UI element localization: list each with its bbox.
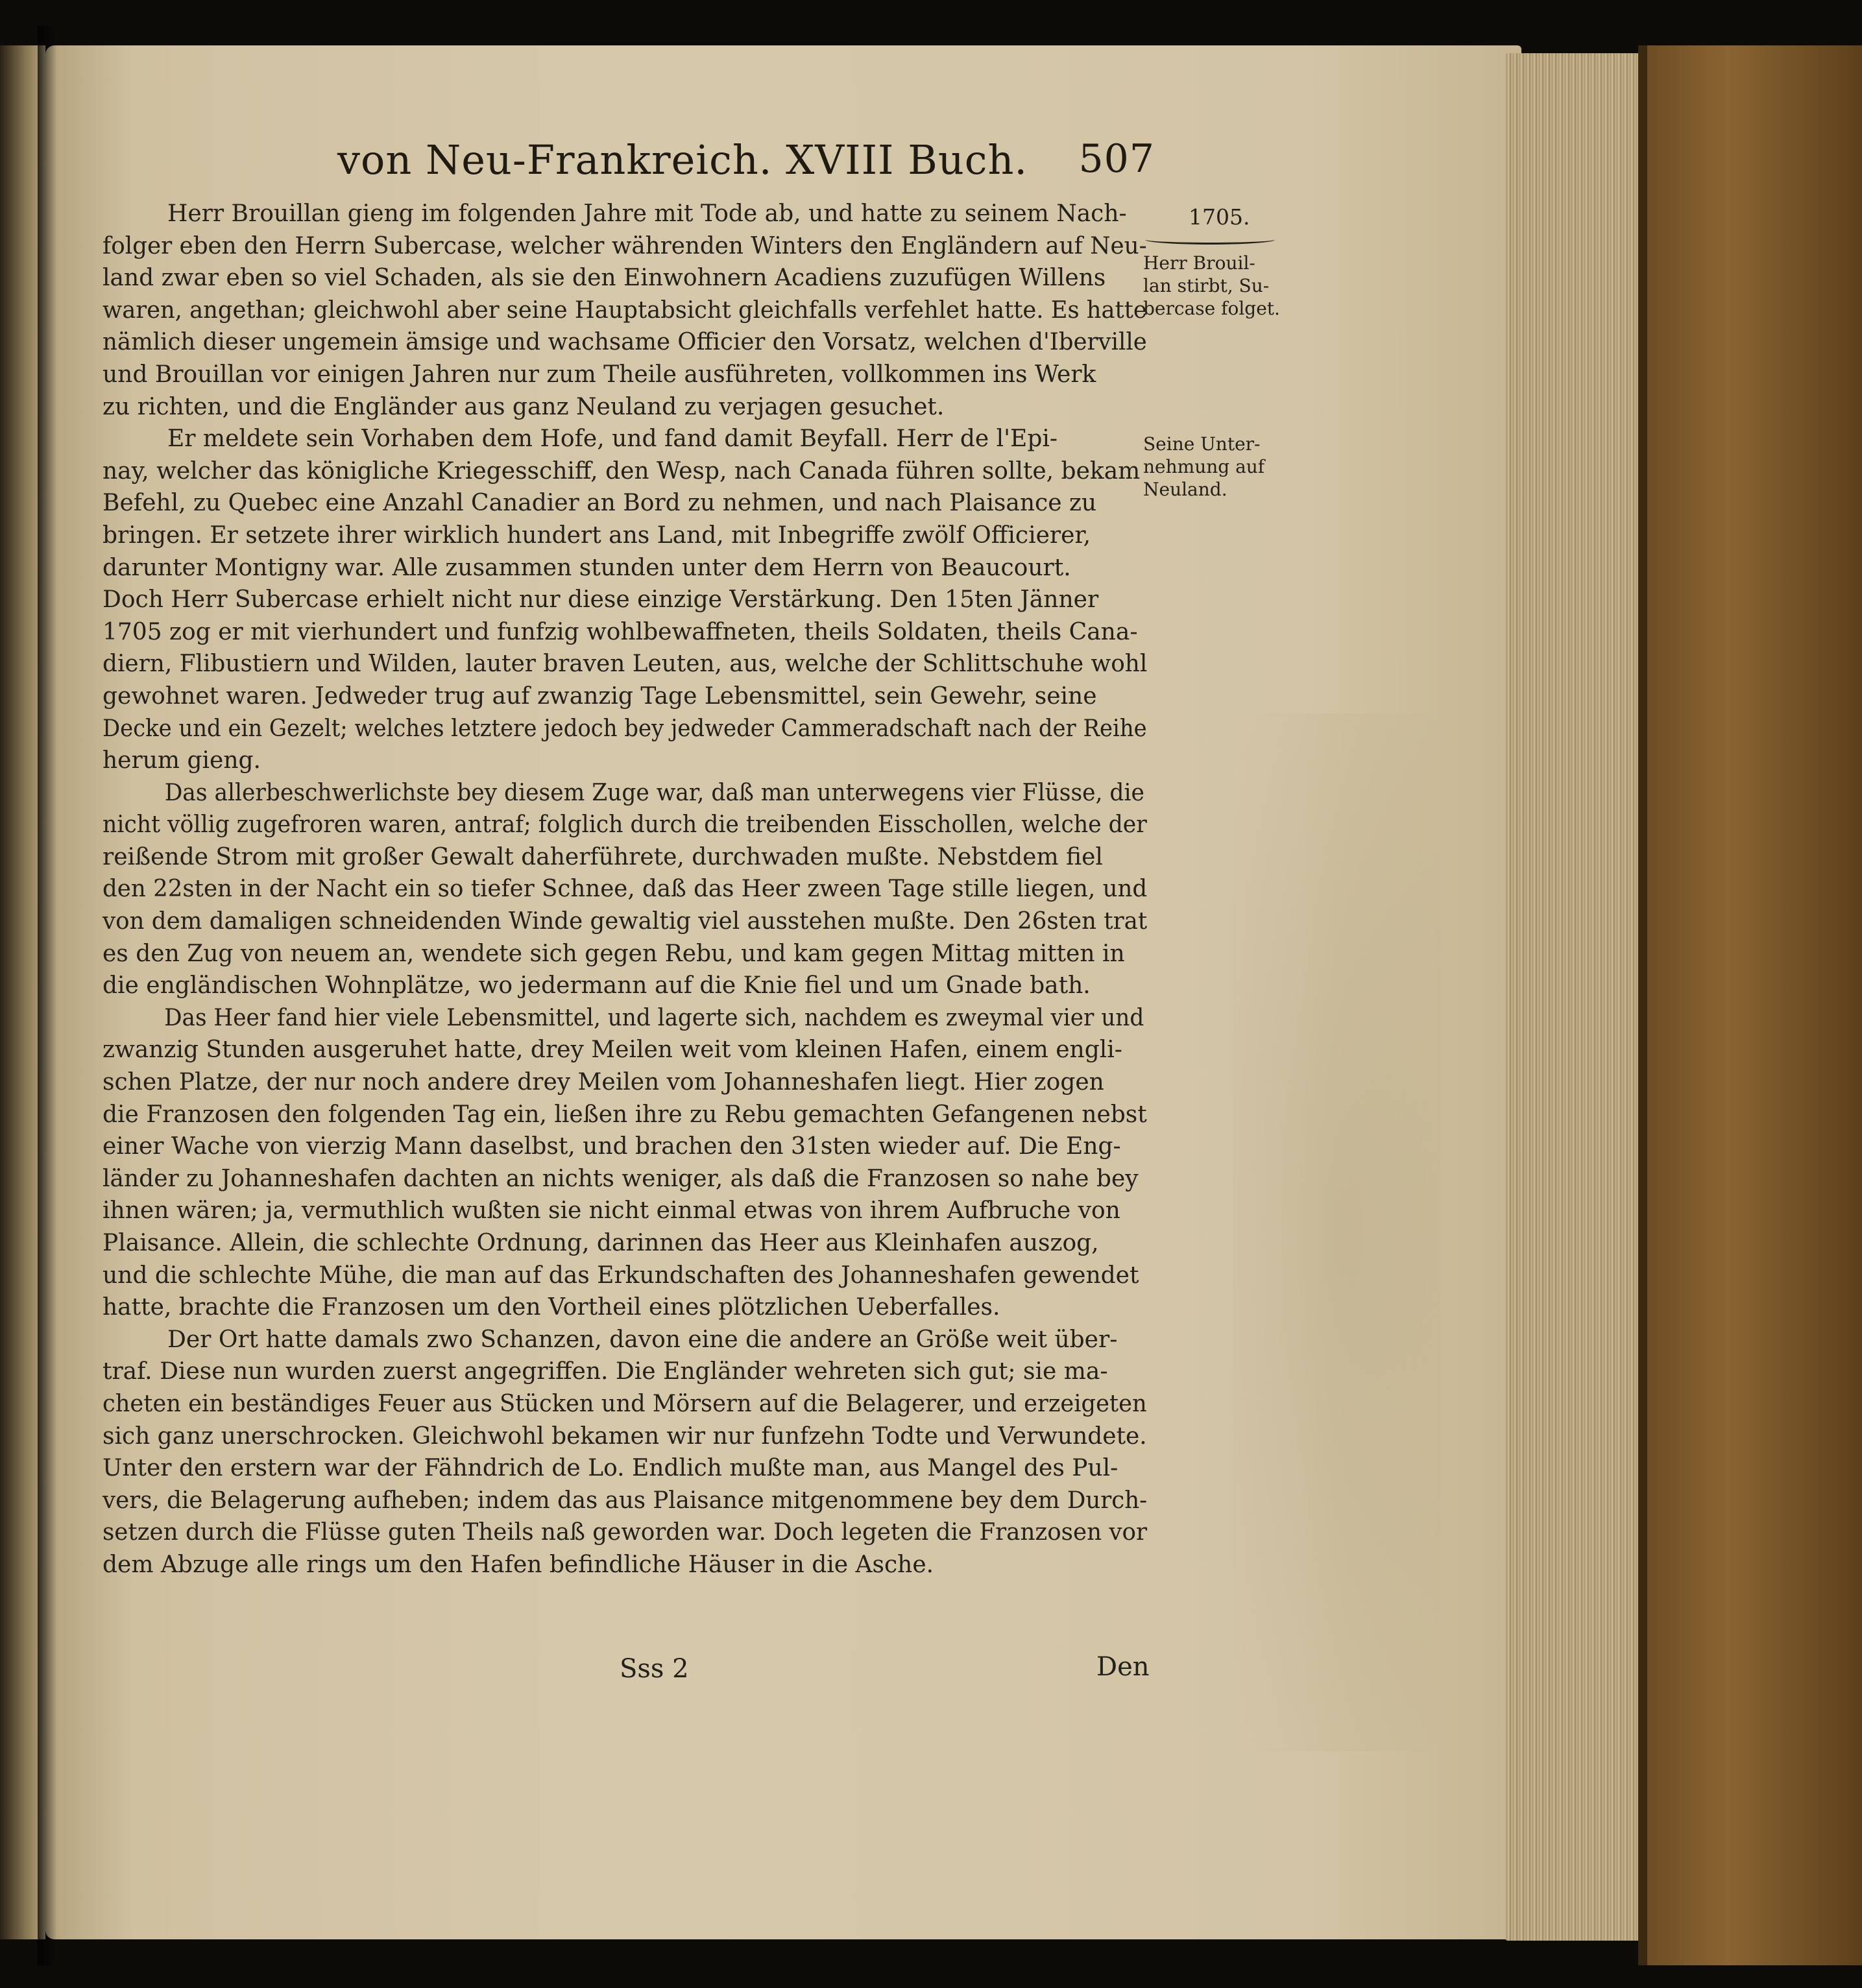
text-line: zu richten, und die Engländer aus ganz Neuland zu verjagen gesuchet.	[103, 393, 945, 420]
text-line: den 22sten in der Nacht ein so tiefer Schnee, daß das Heer zween Tage stille liegen, und	[103, 876, 1148, 903]
text-line: bringen. Er setzete ihrer wirklich hundert ans Land, mit Inbegriffe zwölf Officierer,	[103, 521, 1091, 549]
margin-year: 1705.	[1189, 204, 1250, 230]
margin-note-line: Herr Brouil-	[1143, 252, 1255, 274]
body-text	[103, 198, 1147, 1581]
book-gutter	[38, 26, 57, 1965]
text-line: folger eben den Herrn Subercase, welcher währenden Winters den Engländern auf Neu-	[103, 232, 1147, 259]
text-line: waren, angethan; gleichwohl aber seine Hauptabsicht gleichfalls verfehlet hatte. Es hatte	[103, 296, 1147, 324]
margin-note-line: Neuland.	[1143, 479, 1227, 500]
text-line: nämlich dieser ungemein ämsige und wachsame Officier den Vorsatz, welchen d'Iberville	[103, 329, 1147, 356]
text-line: Das allerbeschwerlichste bey diesem Zuge war, daß man unterwegens vier Flüsse, die	[164, 779, 1144, 806]
text-line: Unter den erstern war der Fähndrich de Lo. Endlich mußte man, aus Mangel des Pul-	[103, 1455, 1118, 1482]
text-line: Das Heer fand hier viele Lebensmittel, und lagerte sich, nachdem es zweymal vier und	[164, 1004, 1144, 1031]
margin-note-neuland	[1143, 433, 1292, 501]
text-line: Decke und ein Gezelt; welches letztere jedoch bey jedweder Cammeradschaft nach der Reihe	[103, 715, 1147, 742]
text-line: von dem damaligen schneidenden Winde gewaltig viel ausstehen mußte. Den 26sten trat	[103, 908, 1148, 935]
text-line: die engländischen Wohnplätze, wo jedermann auf die Knie fiel und um Gnade bath.	[103, 972, 1091, 1000]
text-line: ihnen wären; ja, vermuthlich wußten sie nicht einmal etwas von ihrem Aufbruche von	[103, 1197, 1120, 1225]
catchword: Den	[1096, 1652, 1150, 1682]
text-line: dem Abzuge alle rings um den Hafen befindliche Häuser in die Asche.	[103, 1551, 934, 1578]
text-line: vers, die Belagerung aufheben; indem das aus Plaisance mitgenommene bey dem Durch-	[103, 1487, 1148, 1514]
text-line: Der Ort hatte damals zwo Schanzen, davon eine die andere an Größe weit über-	[167, 1326, 1118, 1353]
running-head	[337, 136, 1155, 188]
running-head-title: von Neu-Frankreich. XVIII Buch.	[337, 136, 1028, 184]
margin-note-brouillan	[1143, 252, 1292, 320]
page-stack-edge	[1505, 53, 1641, 1941]
text-line: cheten ein beständiges Feuer aus Stücken und Mörsern auf die Belagerer, und erzeigeten	[103, 1390, 1147, 1417]
text-line: einer Wache von vierzig Mann daselbst, und brachen den 31sten wieder auf. Die Eng-	[103, 1133, 1121, 1160]
margin-note-line: bercase folget.	[1143, 298, 1280, 319]
text-line: diern, Flibustiern und Wilden, lauter braven Leuten, aus, welche der Schlittschuhe wohl	[103, 651, 1148, 678]
text-line: hatte, brachte die Franzosen um den Vortheil eines plötzlichen Ueberfalles.	[103, 1294, 1000, 1321]
text-line: Befehl, zu Quebec eine Anzahl Canadier an Bord zu nehmen, und nach Plaisance zu	[103, 490, 1097, 517]
text-line: länder zu Johanneshafen dachten an nichts weniger, als daß die Franzosen so nahe bey	[103, 1165, 1139, 1192]
signature-mark: Sss 2	[620, 1654, 689, 1684]
text-line: herum gieng.	[103, 747, 261, 774]
text-line: setzen durch die Flüsse guten Theils naß geworden war. Doch legeten die Franzosen vor	[103, 1519, 1148, 1546]
text-line: Doch Herr Subercase erhielt nicht nur diese einzige Verstärkung. Den 15ten Jänner	[103, 586, 1099, 614]
text-line: und Brouillan vor einigen Jahren nur zum Theile ausführeten, vollkommen ins Werk	[103, 361, 1096, 388]
text-line: 1705 zog er mit vierhundert und funfzig wohlbewaffneten, theils Soldaten, theils Cana-	[103, 618, 1138, 645]
text-line: die Franzosen den folgenden Tag ein, ließen ihre zu Rebu gemachten Gefangenen nebst	[103, 1101, 1147, 1128]
margin-note-line: nehmung auf	[1143, 456, 1265, 477]
text-line: Er meldete sein Vorhaben dem Hofe, und fand damit Beyfall. Herr de l'Epi-	[167, 425, 1058, 453]
cover-edge	[1638, 45, 1647, 1965]
text-line: traf. Diese nun wurden zuerst angegriffen. Die Engländer wehreten sich gut; sie ma-	[103, 1358, 1108, 1385]
text-line: reißende Strom mit großer Gewalt daherführete, durchwaden mußte. Nebstdem fiel	[103, 843, 1103, 870]
text-line: schen Platze, der nur noch andere drey Meilen vom Johanneshafen liegt. Hier zogen	[103, 1069, 1104, 1096]
text-line: und die schlechte Mühe, die man auf das Erkundschaften des Johanneshafen gewendet	[103, 1262, 1139, 1289]
text-line: zwanzig Stunden ausgeruhet hatte, drey Meilen weit vom kleinen Hafen, einem engli-	[103, 1036, 1122, 1064]
margin-note-line: Seine Unter-	[1143, 433, 1261, 455]
page-number: 507	[1078, 136, 1155, 182]
text-line: nay, welcher das königliche Kriegesschiff, den Wesp, nach Canada führen sollte, bekam	[103, 457, 1141, 485]
text-line: gewohnet waren. Jedweder trug auf zwanzig Tage Lebensmittel, sein Gewehr, seine	[103, 682, 1097, 710]
year-underline	[1145, 235, 1275, 245]
text-line: land zwar eben so viel Schaden, als sie den Einwohnern Acadiens zuzufügen Willens	[103, 265, 1106, 292]
book-cover	[1638, 45, 1862, 1965]
text-line: Herr Brouillan gieng im folgenden Jahre mit Tode ab, und hatte zu seinem Nach-	[167, 200, 1127, 227]
text-line: Plaisance. Allein, die schlechte Ordnung, darinnen das Heer aus Kleinhafen auszog,	[103, 1230, 1099, 1256]
text-line: nicht völlig zugefroren waren, antraf; folglich durch die treibenden Eisschollen, welche der	[103, 811, 1147, 839]
text-line: darunter Montigny war. Alle zusammen stunden unter dem Herrn von Beaucourt.	[103, 554, 1071, 581]
margin-note-line: lan stirbt, Su-	[1143, 275, 1270, 296]
text-line: sich ganz unerschrocken. Gleichwohl bekamen wir nur funfzehn Todte und Verwundete.	[103, 1422, 1147, 1450]
text-line: es den Zug von neuem an, wendete sich gegen Rebu, und kam gegen Mittag mitten in	[103, 940, 1125, 967]
